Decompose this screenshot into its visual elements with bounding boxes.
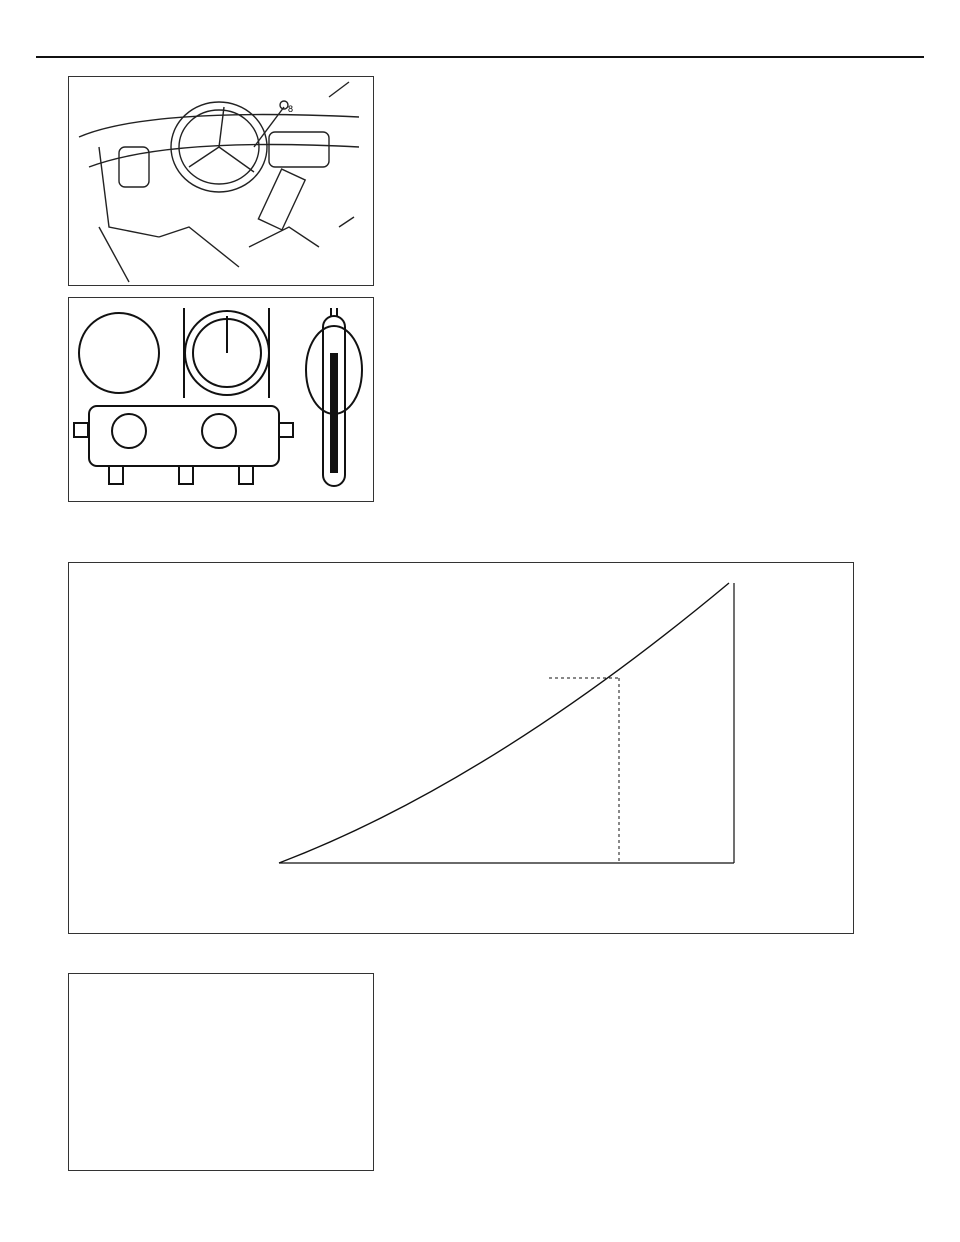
manifold-gauge-illustration <box>69 298 373 501</box>
temperature-difference-chart-figure <box>68 973 374 1171</box>
performance-test-section <box>417 76 857 94</box>
psychrometric-chart <box>69 563 853 933</box>
thermometer-placement-figure <box>68 76 374 286</box>
temperature-difference-chart <box>69 974 373 1170</box>
header-rule <box>36 56 924 58</box>
manifold-gauge-figure <box>68 297 374 502</box>
svg-text:8: 8 <box>288 104 294 114</box>
humidity-graph-figure <box>68 562 854 934</box>
dashboard-illustration <box>69 77 373 285</box>
